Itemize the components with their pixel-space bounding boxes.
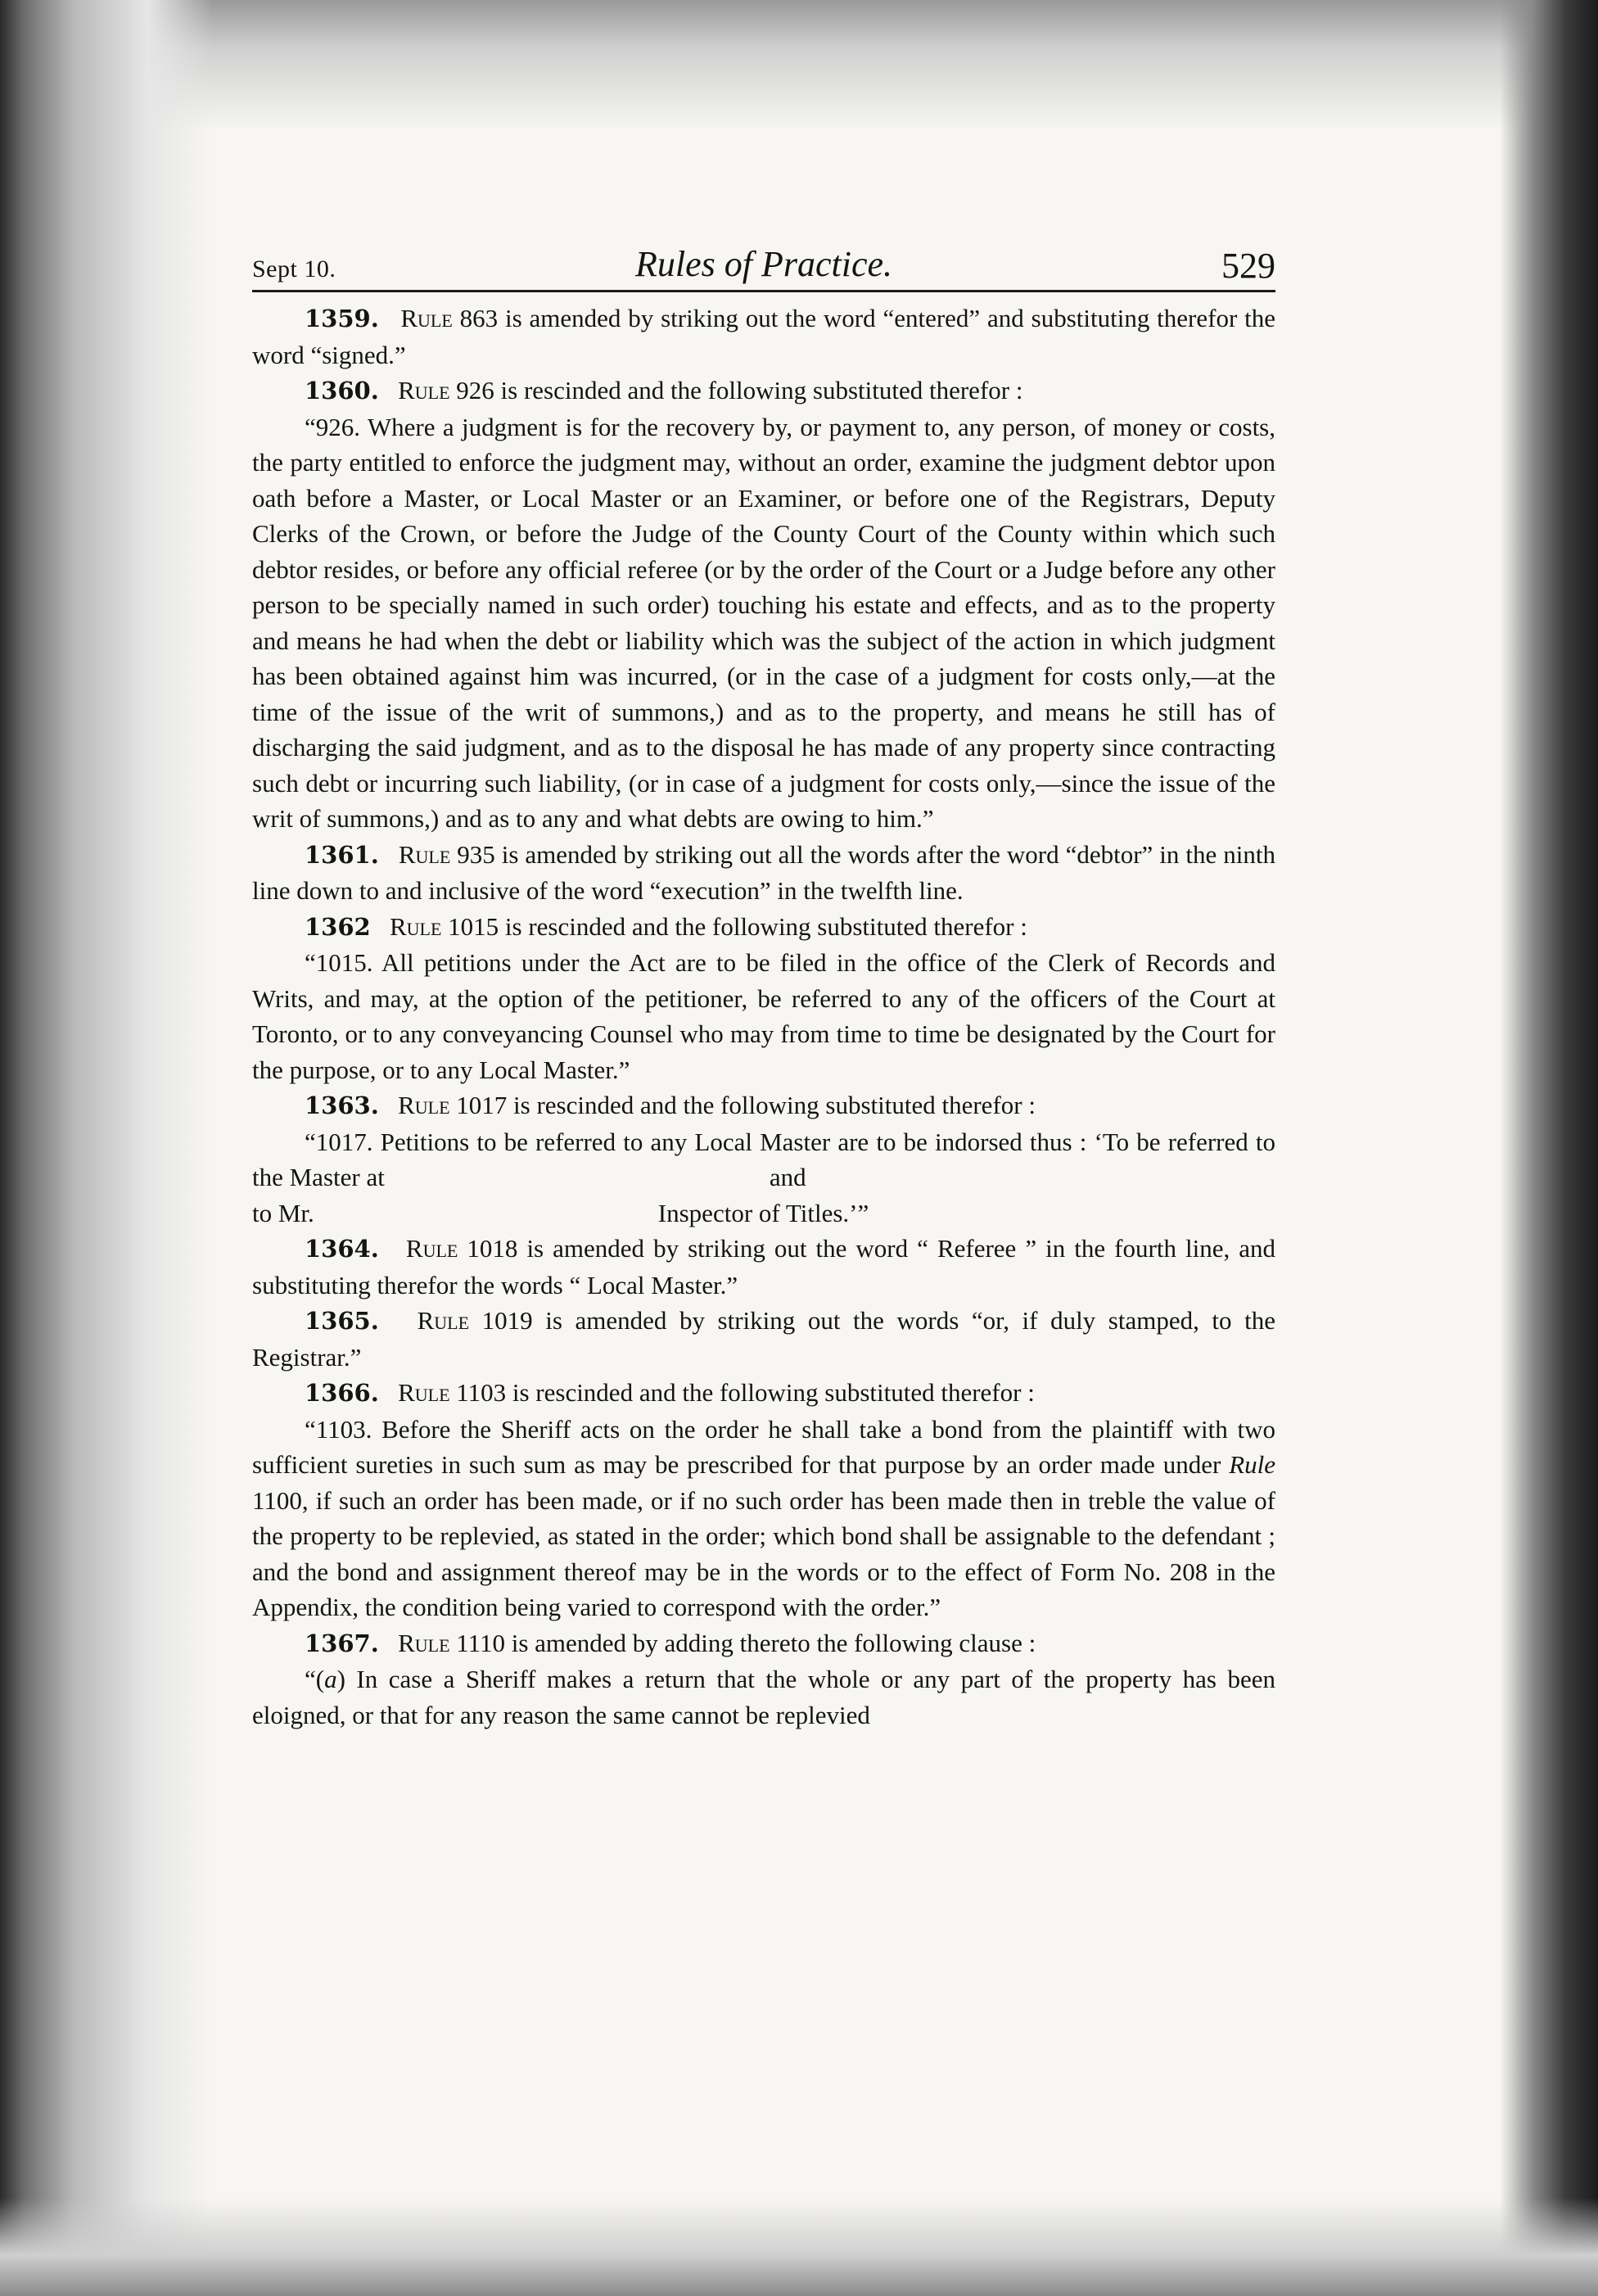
rule-1017-tail-line (252, 1195, 1275, 1232)
rule-keyword: Rule (398, 1378, 450, 1407)
rule-keyword: Rule (398, 1628, 450, 1657)
quoted-rule-paragraph (252, 409, 1275, 837)
rule-keyword: Rule (405, 1234, 458, 1263)
blank-and: and (769, 1163, 806, 1191)
inspector-of-titles: Inspector of Titles.’” (657, 1198, 869, 1227)
header-date: Sept 10. (252, 255, 336, 282)
rule-number: 1362 (305, 912, 371, 941)
rule-keyword: Rule (400, 304, 453, 332)
rule-text: “( (305, 1665, 325, 1693)
scan-shadow-right (1500, 0, 1598, 2296)
rule-keyword: Rule (389, 911, 442, 941)
rule-text: “1103. Before the Sheriff acts on the order he shall take a bond from the plaintiff with two sufficient sureties in such sum as may be prescribed for that purpose by an order made under (252, 1414, 1275, 1479)
to-mr: to Mr. (252, 1198, 314, 1227)
quoted-rule-paragraph (252, 1124, 1275, 1195)
rule-paragraph (252, 373, 1275, 409)
rule-text: “1015. All petitions under the Act are to be filed in the office of the Clerk of Records and Writs, and may, at the option of the petitioner, be referred to any of the officers of the Court at Toronto, or to any conveyancing Counsel who may from time to time be designated by the Court for the purpose, or to any Local Master.” (252, 948, 1275, 1084)
rule-text-after: 1100, if such an order has been made, or if no such order has been made then in treble the value of the property to be replevied, as stated in the order; which bond shall be assignable to the defendant ; and the bond and assignment thereof may be in the words or to the effect of Form No. 208 in the Appendix, the condition being varied to correspond with the order.” (252, 1485, 1275, 1621)
rule-number: 1360. (305, 377, 379, 405)
scan-shadow-top (0, 0, 1598, 131)
rule-italic: a (324, 1665, 337, 1693)
rule-paragraph (252, 301, 1275, 373)
running-header (252, 236, 1275, 292)
rule-paragraph (252, 909, 1275, 946)
header-title: Rules of Practice. (634, 244, 892, 284)
rule-text: 1018 is amended by striking out the word “ Referee ” in the fourth line, and substituting therefor the words “ Local Master.” (252, 1234, 1276, 1299)
rule-paragraph (252, 837, 1275, 909)
rule-text: 926 is rescinded and the following substituted therefor : (449, 376, 1023, 405)
rule-number: 1365. (305, 1307, 379, 1335)
rule-number: 1367. (305, 1629, 379, 1657)
rule-text: 863 is amended by striking out the word “entered” and substituting therefor the word “signed.” (252, 304, 1275, 369)
rule-keyword: Rule (398, 839, 451, 869)
rule-text: 1015 is rescinded and the following substituted therefor : (441, 911, 1027, 941)
quoted-rule-paragraph (252, 1661, 1275, 1733)
rule-keyword: Rule (398, 1091, 450, 1119)
rule-paragraph (252, 1375, 1275, 1412)
rule-text: “1017. Petitions to be referred to any Local Master are to be indorsed thus : ‘To be referred to the Master at (252, 1127, 1275, 1191)
scan-shadow-bottom (0, 2198, 1598, 2296)
rule-paragraph (252, 1087, 1275, 1124)
rule-number: 1366. (305, 1379, 379, 1407)
rule-text: 1019 is amended by striking out the words “or, if duly stamped, to the Registrar.” (252, 1306, 1275, 1372)
quoted-rule-paragraph (252, 945, 1275, 1087)
rule-italic: Rule (1229, 1450, 1276, 1479)
rule-text-after: ) In case a Sheriff makes a return that the whole or any part of the property has been eloigned, or that for any reason the same cannot be replevied (252, 1665, 1275, 1729)
page-number: 529 (1221, 246, 1275, 286)
rule-number: 1361. (305, 840, 379, 869)
rule-keyword: Rule (398, 376, 450, 405)
rule-number: 1363. (305, 1092, 379, 1119)
rule-paragraph (252, 1231, 1275, 1303)
rule-text: 1103 is rescinded and the following substituted therefor : (449, 1378, 1035, 1407)
rule-text: “926. Where a judgment is for the recovery by, or payment to, any person, of money or costs, the party entitled to enforce the judgment may, without an order, examine the judgment debtor upon oath before a Master, or Local Master or an Examiner, or before one of the Registrars, Deputy Clerks of the Crown, or before the Judge of the County Court of the County within which such debtor resides, or before any official referee (or by the order of the Court or a Judge before any other person to be specially named in such order) touching his estate and effects, and as to the property and means he had when the debt or liability which was the subject of the action in which judgment has been obtained against him was incurred, (or in the case of a judgment for costs only,—at the time of the issue of the writ of summons,) and as to the property, and means he still has of discharging the said judgment, and as to the disposal he has made of any property since contracting such debt or incurring such liability, (or in case of a judgment for costs only,—since the issue of the writ of summons,) and as to any and what debts are owing to him.” (252, 412, 1275, 833)
quoted-rule-paragraph (252, 1412, 1275, 1625)
rule-text: 1017 is rescinded and the following substituted therefor : (449, 1091, 1036, 1119)
rule-text: 1110 is amended by adding thereto the following clause : (449, 1628, 1036, 1657)
page-body (252, 301, 1275, 1733)
rule-number: 1364. (305, 1235, 379, 1263)
scan-shadow-left (0, 0, 213, 2296)
rule-paragraph (252, 1303, 1275, 1375)
rule-number: 1359. (305, 305, 379, 332)
rule-text: 935 is amended by striking out all the words after the word “debtor” in the ninth line down to and inclusive of the word “execution” in the twelfth line. (252, 839, 1276, 905)
rule-keyword: Rule (417, 1306, 470, 1335)
book-page (252, 236, 1275, 1733)
rule-paragraph (252, 1625, 1275, 1662)
